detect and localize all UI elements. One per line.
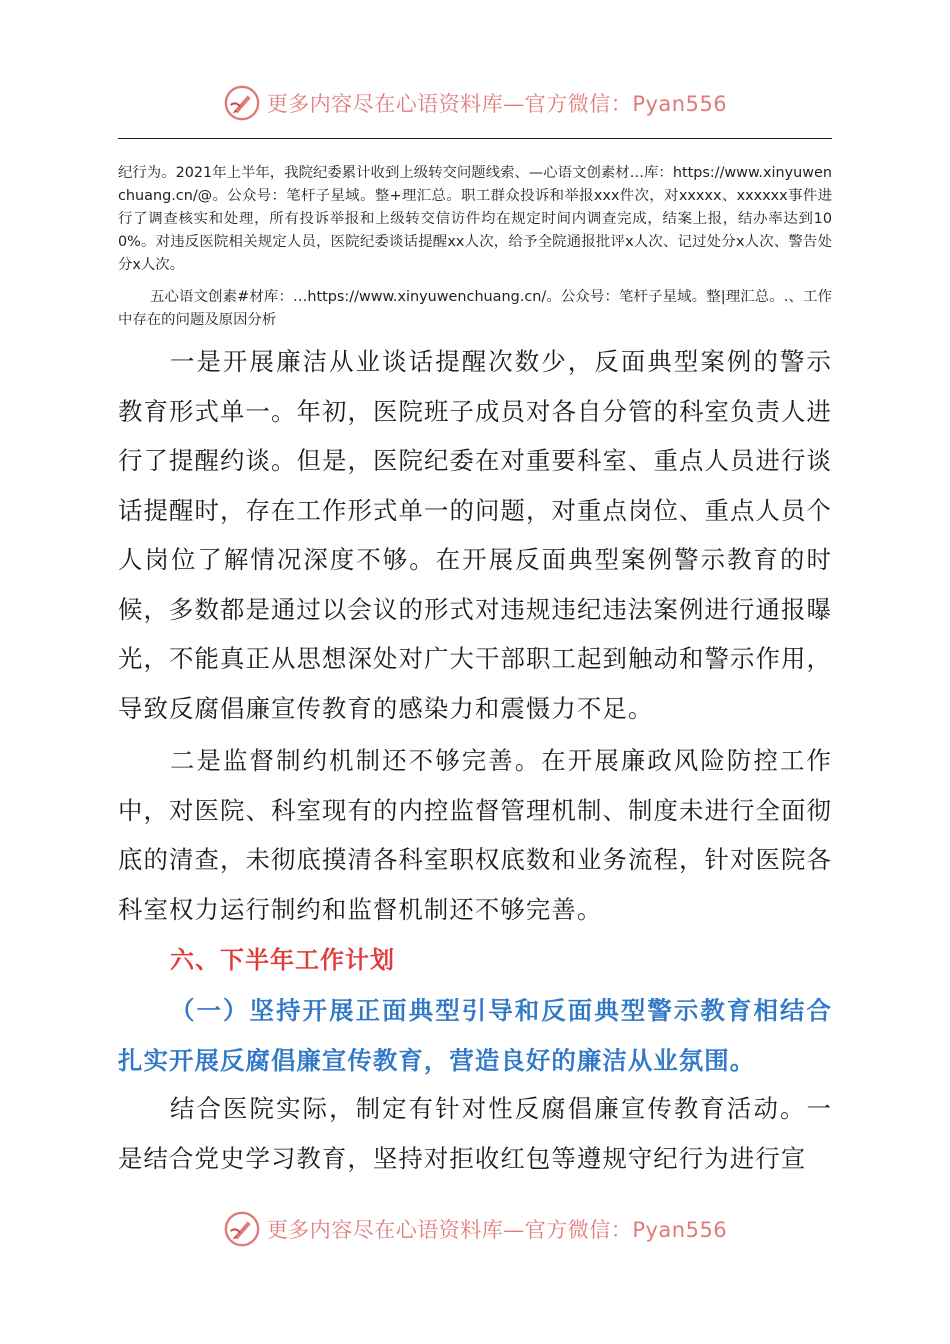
body-paragraph-stats: 纪行为。2021年上半年，我院纪委累计收到上级转交问题线索、—心语文创素材…库：https://www.xinyuwenchuang.cn/@。公众号：笔杆子星域。整+理汇总。职工群众投诉和举报xxx件次，对xxxxx、xxxxxx事件进行了调查核实和处理，所有投诉举报和上级转交信访件均在规定时间内调查完成，结案上报，结办率达到100%。对违反医院相关规定人员，医院纪委谈话提醒xx人次，给予全院通报批评x人次、记过处分x人次、警告处分x人次。 <box>118 165 832 273</box>
footer-banner <box>0 1204 950 1254</box>
header-divider <box>118 138 832 139</box>
header-banner <box>0 78 950 128</box>
header-banner-text: 更多内容尽在心语资料库—官方微信：Pyan556 <box>266 92 728 116</box>
pen-logo-icon <box>223 84 261 122</box>
footer-banner-text: 更多内容尽在心语资料库—官方微信：Pyan556 <box>266 1218 728 1242</box>
body-paragraph-problem-1: 一是开展廉洁从业谈话提醒次数少，反面典型案例的警示教育形式单一。年初，医院班子成员对各自分管的科室负责人进行了提醒约谈。但是，医院纪委在对重要科室、重点人员进行谈话提醒时，存在工作形式单一的问题，对重点岗位、重点人员个人岗位了解情况深度不够。在开展反面典型案例警示教育的时候，多数都是通过以会议的形式对违规违纪违法案例进行通报曝光，不能真正从思想深处对广大干部职工起到触动和警示作用，导致反腐倡廉宣传教育的感染力和震慑力不足。 <box>118 347 832 723</box>
footer-wechat-id: Pyan556 <box>632 1218 728 1242</box>
body-paragraph-problem-2: 二是监督制约机制还不够完善。在开展廉政风险防控工作中，对医院、科室现有的内控监督管理机制、制度未进行全面彻底的清查，未彻底摸清各科室职权底数和业务流程，针对医院各科室权力运行制约和监督机制还不够完善。 <box>118 746 832 924</box>
body-paragraph-section-5: 五心语文创素#材库：…https://www.xinyuwenchuang.cn/。公众号：笔杆子星域。整|理汇总。.、工作中存在的问题及原因分析 <box>118 289 832 328</box>
header-wechat-id: Pyan556 <box>632 92 728 116</box>
pen-logo-icon <box>223 1210 261 1248</box>
section-heading-plan: 六、下半年工作计划 <box>170 946 395 974</box>
subsection-heading-1: （一）坚持开展正面典型引导和反面典型警示教育相结合扎实开展反腐倡廉宣传教育，营造良好的廉洁从业氛围。 <box>118 996 832 1075</box>
body-paragraph-plan-1: 结合医院实际，制定有针对性反腐倡廉宣传教育活动。一是结合党史学习教育，坚持对拒收红包等遵规守纪行为进行宣 <box>118 1094 832 1173</box>
